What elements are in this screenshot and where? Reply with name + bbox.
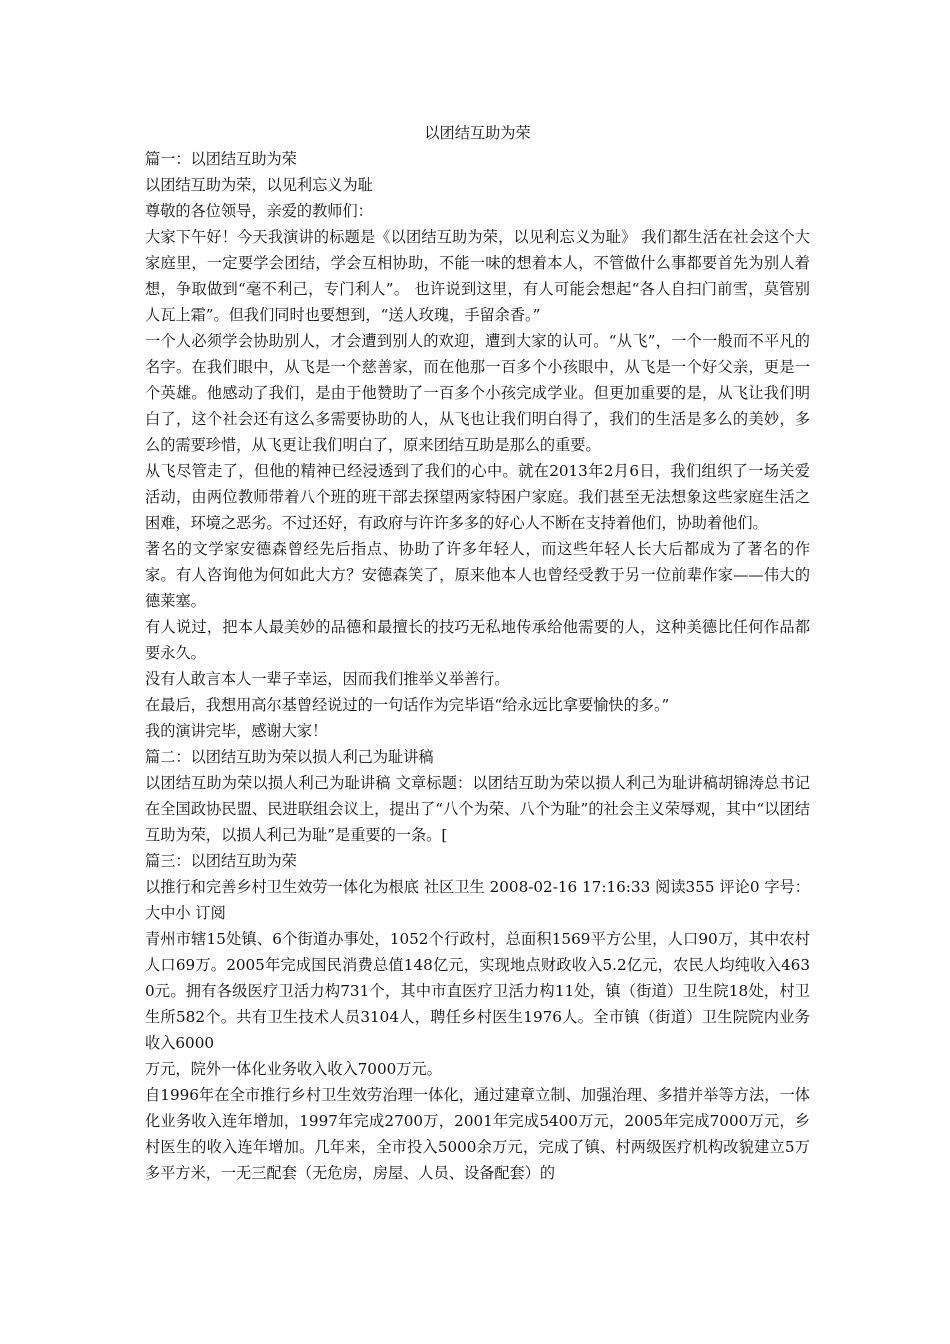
paragraph-14: 篇三：以团结互助为荣 xyxy=(145,852,297,870)
paragraph-10: 在最后，我想用高尔基曾经说过的一句话作为完毕语“给永远比拿要愉快的多。” xyxy=(145,696,670,714)
paragraph-6: 从飞尽管走了，但他的精神已经浸透到了我们的心中。就在2013年2月6日，我们组织了一场关爱活动，由两位教师带着八个班的班干部去探望两家特困户家庭。我们甚至无法想象这些家庭生活之困难，环境之恶劣。不过还好，有政府与许许多多的好心人不断在支持着他们，协助着他们。 xyxy=(145,462,810,532)
paragraph-5: 一个人必须学会协助别人，才会遭到别人的欢迎，遭到大家的认可。“从飞”，一个一般而不平凡的名字。在我们眼中，从飞是一个慈善家，而在他那一百多个小孩眼中，从飞是一个好父亲，更是一个英雄。他感动了我们，是由于他赞助了一百多个小孩完成学业。但更加重要的是，从飞让我们明白了，这个社会还有这么多需要协助的人，从飞也让我们明白得了，我们的生活是多么的美妙，多么的需要珍惜，从飞更让我们明白了，原来团结互助是那么的重要。 xyxy=(145,332,810,454)
paragraph-7: 著名的文学家安德森曾经先后指点、协助了许多年轻人，而这些年轻人长大后都成为了著名的作家。有人咨询他为何如此大方？安德森笑了，原来他本人也曾经受教于另一位前辈作家——伟大的德莱塞。 xyxy=(145,540,810,610)
paragraph-18: 自1996年在全市推行乡村卫生效劳治理一体化，通过建章立制、加强治理、多措并举等方法，一体化业务收入连年增加，1997年完成2700万，2001年完成5400万元，2005年完成7000万元，乡村医生的收入连年增加。几年来，全市投入5000余万元，完成了镇、村两级医疗机构改貌建立5万多平方米，一无三配套（无危房，房屋、人员、设备配套）的 xyxy=(145,1086,810,1182)
document-page xyxy=(145,120,810,1186)
paragraph-17: 万元，院外一体化业务收入收入7000万元。 xyxy=(145,1060,442,1078)
document-title: 以团结互助为荣 xyxy=(424,124,531,142)
paragraph-13: 以团结互助为荣以损人利己为耻讲稿 文章标题：以团结互助为荣以损人利己为耻讲稿胡锦涛总书记在全国政协民盟、民进联组会议上，提出了“八个为荣、八个为耻”的社会主义荣辱观，其中“以团结互助为荣，以损人利己为耻”是重要的一条。[ xyxy=(145,774,810,844)
paragraph-1: 篇一：以团结互助为荣 xyxy=(145,150,297,168)
paragraph-12: 篇二：以团结互助为荣以损人利己为耻讲稿 xyxy=(145,748,434,766)
paragraph-8: 有人说过，把本人最美妙的品德和最擅长的技巧无私地传承给他需要的人，这种美德比任何作品都要永久。 xyxy=(145,618,810,662)
paragraph-16: 青州市辖15处镇、6个街道办事处，1052个行政村，总面积1569平方公里，人口90万，其中农村人口69万。2005年完成国民消费总值148亿元，实现地点财政收入5.2亿元，农民人均纯收入4630元。拥有各级医疗卫活力构731个，其中市直医疗卫活力构11处，镇（街道）卫生院18处，村卫生所582个。共有卫生技术人员3104人，聘任乡村医生1976人。全市镇（街道）卫生院院内业务收入6000 xyxy=(145,930,810,1052)
paragraph-15: 以推行和完善乡村卫生效劳一体化为根底 社区卫生 2008-02-16 17:16:33 阅读355 评论0 字号：大中小 订阅 xyxy=(145,878,810,922)
paragraph-11: 我的演讲完毕，感谢大家！ xyxy=(145,722,328,740)
paragraph-4: 大家下午好！今天我演讲的标题是《以团结互助为荣，以见利忘义为耻》 我们都生活在社会这个大家庭里，一定要学会团结，学会互相协助，不能一味的想着本人，不管做什么事都要首先为别人着想，争取做到“毫不利己，专门利人”。 也许说到这里，有人可能会想起“各人自扫门前雪，莫管别人瓦上霜”。但我们同时也要想到，“送人玫瑰，手留余香。” xyxy=(145,228,810,324)
paragraph-9: 没有人敢言本人一辈子幸运，因而我们推举义举善行。 xyxy=(145,670,510,688)
paragraph-3: 尊敬的各位领导，亲爱的教师们： xyxy=(145,202,373,220)
paragraph-2: 以团结互助为荣，以见利忘义为耻 xyxy=(145,176,373,194)
